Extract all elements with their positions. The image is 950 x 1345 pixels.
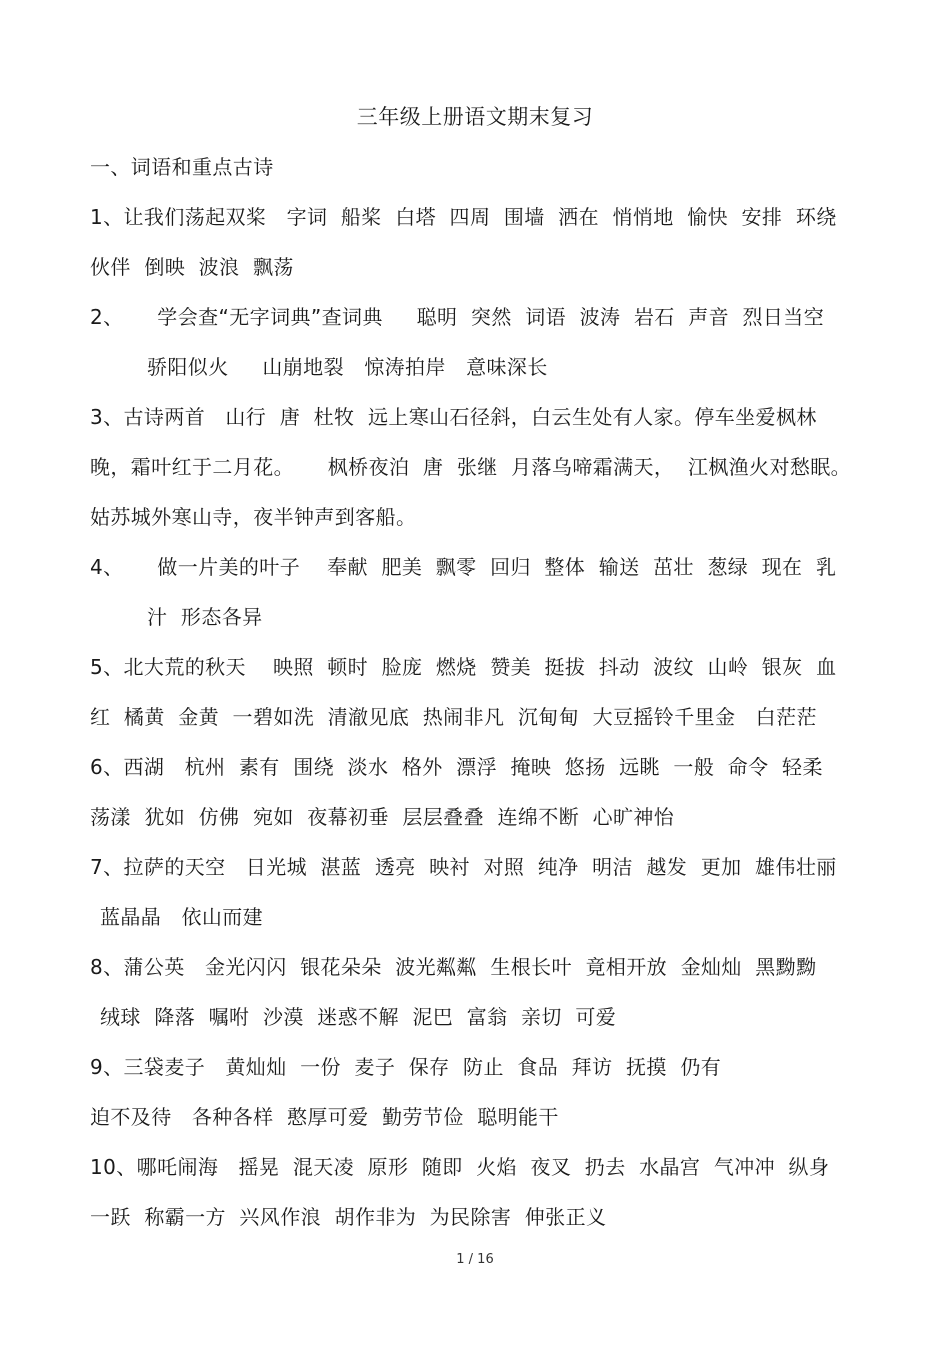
page-title: 三年级上册语文期末复习 xyxy=(356,105,594,129)
text-line: 荡漾 犹如 仿佛 宛如 夜幕初垂 层层叠叠 连绵不断 心旷神怡 xyxy=(90,805,675,829)
text-line: 4、 做一片美的叶子 奉献 肥美 飘零 回归 整体 输送 茁壮 葱绿 现在 乳 xyxy=(90,555,837,579)
text-line: 姑苏城外寒山寺，夜半钟声到客船。 xyxy=(90,505,417,529)
text-line: 汁 形态各异 xyxy=(147,605,263,629)
text-line: 6、西湖 杭州 素有 围绕 淡水 格外 漂浮 掩映 悠扬 远眺 一般 命令 轻柔 xyxy=(90,755,823,779)
text-line: 8、蒲公英 金光闪闪 银花朵朵 波光粼粼 生根长叶 竟相开放 金灿灿 黑黝黝 xyxy=(90,955,817,979)
text-line: 7、拉萨的天空 日光城 湛蓝 透亮 映衬 对照 纯净 明洁 越发 更加 雄伟壮丽 xyxy=(90,855,837,879)
text-line: 5、北大荒的秋天 映照 顿时 脸庞 燃烧 赞美 挺拔 抖动 波纹 山岭 银灰 血 xyxy=(90,655,837,679)
text-line: 1、让我们荡起双桨 字词 船桨 白塔 四周 围墙 洒在 悄悄地 愉快 安排 环绕 xyxy=(90,205,837,229)
text-line: 蓝晶晶 依山而建 xyxy=(100,905,264,929)
page-number: 1 / 16 xyxy=(456,1252,494,1267)
text-line: 2、 学会查“无字词典”查词典 聪明 突然 词语 波涛 岩石 声音 烈日当空 xyxy=(90,305,825,329)
text-line: 9、三袋麦子 黄灿灿 一份 麦子 保存 防止 食品 拜访 抚摸 仍有 xyxy=(90,1055,722,1079)
text-line: 3、古诗两首 山行 唐 杜牧 远上寒山石径斜，白云生处有人家。停车坐爱枫林 xyxy=(90,405,817,429)
text-line: 晚，霜叶红于二月花。 枫桥夜泊 唐 张继 月落乌啼霜满天， 江枫渔火对愁眠。 xyxy=(90,455,852,479)
text-line: 迫不及待 各种各样 憨厚可爱 勤劳节俭 聪明能干 xyxy=(90,1105,559,1129)
text-line: 骄阳似火 山崩地裂 惊涛拍岸 意味深长 xyxy=(147,355,548,379)
text-line: 10、哪吒闹海 摇晃 混天凌 原形 随即 火焰 夜叉 扔去 水晶宫 气冲冲 纵身 xyxy=(90,1155,830,1179)
text-line: 一跃 称霸一方 兴风作浪 胡作非为 为民除害 伸张正义 xyxy=(90,1205,607,1229)
text-line: 红 橘黄 金黄 一碧如洗 清澈见底 热闹非凡 沉甸甸 大豆摇铃千里金 白茫茫 xyxy=(90,705,817,729)
text-line: 伙伴 倒映 波浪 飘荡 xyxy=(90,255,294,279)
section-heading: 一、词语和重点古诗 xyxy=(90,155,274,179)
text-line: 绒球 降落 嘱咐 沙漠 迷惑不解 泥巴 富翁 亲切 可爱 xyxy=(100,1005,617,1029)
